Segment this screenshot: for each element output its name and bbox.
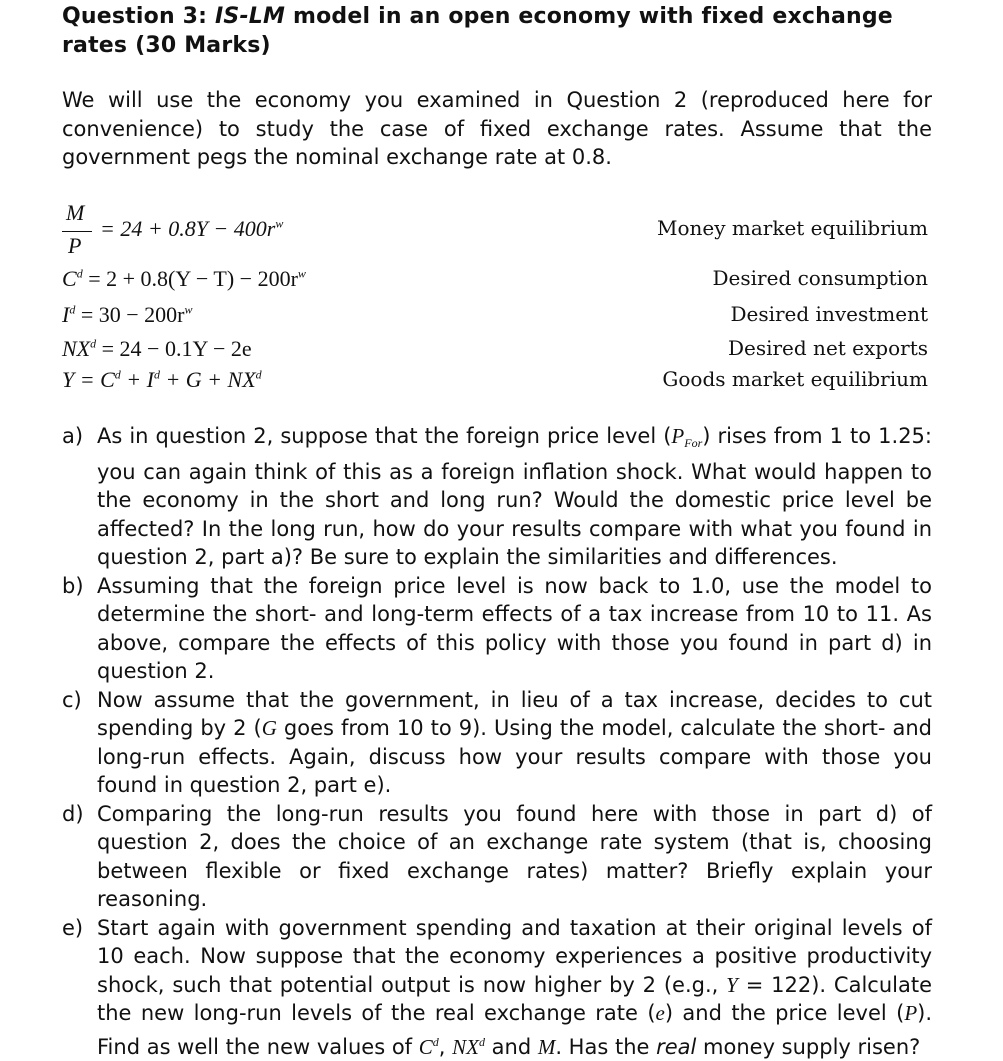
math-symbol: e: [656, 1001, 665, 1025]
question-text: . Has the: [555, 1035, 656, 1059]
eq-text: NX: [62, 336, 90, 361]
question-text: ,: [439, 1035, 452, 1059]
equation-net-exports: [62, 336, 252, 362]
eq-sup: d: [69, 303, 75, 317]
eq-sup: d: [154, 368, 160, 382]
emphasis-text: real: [656, 1035, 696, 1059]
question-text: Comparing the long-run results you found here with those in part d) of question 2, does the choice of an exchange rate system (that is, choosing between flexible or fixed exchange rates) matter? Briefly explain your reasoning.: [97, 802, 932, 912]
equation-label: Desired consumption: [713, 266, 928, 290]
question-letter: d): [62, 800, 84, 829]
eq-text: = 24 − 0.1Y − 2e: [96, 336, 252, 361]
question-item-e: [62, 914, 932, 1061]
math-symbol: P: [904, 1001, 917, 1025]
equation-money-lhs: [62, 200, 102, 260]
eq-text: Y = C: [62, 367, 115, 392]
eq-text: C: [62, 266, 77, 291]
intro-paragraph: We will use the economy you examined in Question 2 (reproduced here for convenience) to study the case of fixed exchange rates. Assume that the government pegs the nominal exchange rate at 0.8.: [62, 86, 932, 172]
eq-text: + G + NX: [160, 367, 256, 392]
eq-text: = 24 + 0.8Y − 400r: [100, 216, 275, 241]
equation-investment: [62, 302, 192, 328]
equation-label: Desired investment: [730, 302, 928, 326]
question-item-d: [62, 800, 932, 914]
title-italic: IS-LM: [215, 4, 285, 29]
math-superscript: d: [433, 1035, 439, 1049]
math-symbol: NX: [452, 1035, 479, 1059]
equation-label: Goods market equilibrium: [662, 367, 928, 391]
math-subscript: For: [684, 436, 702, 450]
eq-text: = 30 − 200r: [75, 302, 184, 327]
question-list: [62, 422, 932, 1061]
eq-fraction-numerator: M: [66, 200, 84, 226]
equation-goods-market: [62, 367, 262, 393]
eq-text: I: [62, 302, 69, 327]
eq-text: + I: [121, 367, 154, 392]
page-title: [62, 2, 942, 60]
title-prefix: Question 3:: [62, 4, 215, 29]
question-text: goes from 10 to 9). Using the model, calculate the short- and long-run effects. Again, discuss how your results compare with those you found in question 2, part e).: [97, 716, 932, 797]
question-text: Start again with government spending and taxation at their original levels of 10 each. Now suppose that the economy experiences a positive productivity shock, such that potential output is now higher by 2 (e.g.,: [97, 916, 932, 997]
question-text: Assuming that the foreign price level is now back to 1.0, use the model to determine the short- and long-term effects of a tax increase from 10 to 11. As above, compare the effects of this policy with those you found in part d) in question 2.: [97, 574, 932, 684]
question-text: As in question 2, suppose that the foreign price level (: [97, 424, 671, 448]
question-text: ) and the price level (: [665, 1001, 904, 1025]
equation-consumption: [62, 266, 306, 292]
equation-money-rhs: [100, 216, 283, 242]
eq-sup: d: [77, 267, 83, 281]
math-symbol: Y: [726, 973, 738, 997]
question-letter: b): [62, 572, 84, 601]
eq-sup: d: [115, 368, 121, 382]
math-symbol: P: [671, 424, 684, 448]
eq-sup: w: [275, 217, 283, 231]
question-text: ). Find as well the new values of: [97, 1001, 932, 1059]
eq-sup: d: [90, 337, 96, 351]
math-symbol: G: [262, 716, 277, 740]
eq-sup: d: [256, 368, 262, 382]
eq-fraction-bar: [62, 231, 92, 232]
eq-sup: w: [298, 267, 306, 281]
question-item-a: [62, 422, 932, 572]
question-item-b: [62, 572, 932, 686]
math-superscript: d: [479, 1035, 485, 1049]
equation-label: Desired net exports: [728, 336, 928, 360]
math-symbol: M: [538, 1035, 556, 1059]
question-item-c: [62, 686, 932, 800]
question-letter: a): [62, 422, 83, 451]
question-text: and: [485, 1035, 538, 1059]
question-text: Now assume that the government, in lieu of a tax increase, decides to cut spending by 2 (: [97, 688, 932, 741]
question-letter: c): [62, 686, 82, 715]
equation-label: Money market equilibrium: [657, 216, 928, 240]
question-text: money supply risen?: [696, 1035, 920, 1059]
eq-sup: w: [184, 303, 192, 317]
eq-fraction-denominator: P: [68, 233, 81, 259]
math-symbol: C: [419, 1035, 433, 1059]
question-text: ) rises from 1 to 1.25: you can again think of this as a foreign inflation shock. What would happen to the economy in the short and long run? Would the domestic price level be affected? In the long run, how do your results compare with what you found in question 2, part a)? Be sure to explain the similarities and differences.: [97, 424, 932, 569]
question-letter: e): [62, 914, 83, 943]
eq-text: = 2 + 0.8(Y − T) − 200r: [83, 266, 298, 291]
title-rest: model in an open economy with fixed exchange rates (30 Marks): [62, 4, 893, 58]
question-text: = 122). Calculate the new long-run levels of the real exchange rate (: [97, 973, 932, 1026]
